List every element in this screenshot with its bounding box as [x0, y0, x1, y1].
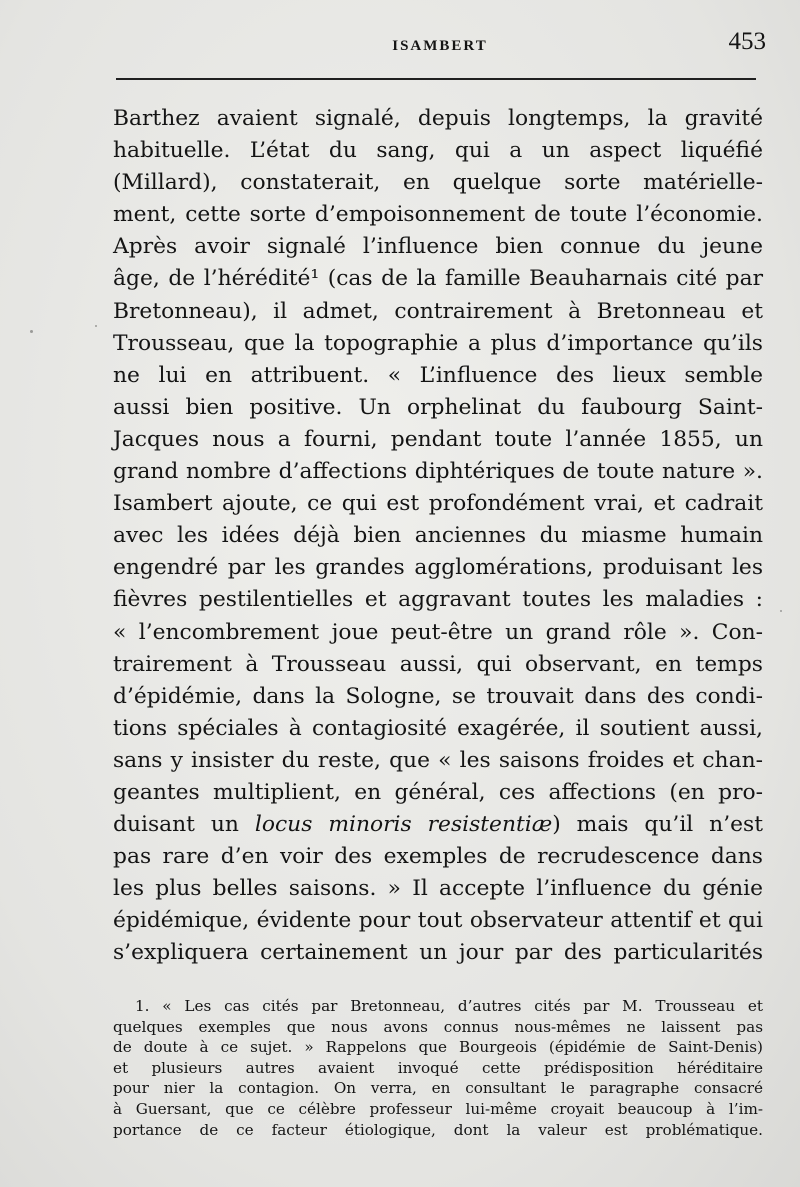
paper-speck [30, 330, 33, 333]
text-line: Jacques nous a fourni, pendant toute l’année 1855, un [113, 426, 763, 452]
text-line: engendré par les grandes agglomérations, produisant les [113, 555, 763, 581]
text-line: grand nombre d’affections diphtériques de toute nature ». [113, 459, 763, 485]
text-line: les plus belles saisons. » Il accepte l’influence du génie [113, 876, 763, 902]
text-line: d’épidémie, dans la Sologne, se trouvait dans des condi- [113, 683, 763, 709]
page-number: 453 [728, 28, 766, 55]
text-line: duisant un locus minoris resistentiæ) mais qu’il n’est [113, 812, 763, 838]
text-line: Après avoir signalé l’influence bien connue du jeune [113, 234, 763, 260]
text-line: « l’encombrement joue peut-être un grand rôle ». Con- [113, 619, 763, 645]
text-line: fièvres pestilentielles et aggravant toutes les maladies : [113, 587, 763, 613]
text-line: habituelle. L’état du sang, qui a un aspect liquéfié [113, 138, 763, 164]
text-line: (Millard), constaterait, en quelque sorte matérielle- [113, 170, 763, 196]
paper-speck [95, 325, 97, 327]
text-line: sans y insister du reste, que « les saisons froides et chan- [113, 747, 763, 773]
text-line: avec les idées déjà bien anciennes du miasme humain [113, 523, 763, 549]
page-header [114, 28, 766, 68]
paper-speck [780, 610, 782, 612]
text-line: trairement à Trousseau aussi, qui observant, en temps [113, 651, 763, 677]
text-line: tions spéciales à contagiosité exagérée, il soutient aussi, [113, 715, 763, 741]
footnote-line: portance de ce facteur étiologique, dont la valeur est problématique. [113, 1120, 763, 1139]
footnote-line: quelques exemples que nous avons connus nous-mêmes ne laissent pas [113, 1017, 763, 1036]
running-head: ISAMBERT [392, 38, 488, 54]
footnote-line: de doute à ce sujet. » Rappelons que Bourgeois (épidémie de Saint-Denis) [113, 1038, 763, 1057]
text-line: Bretonneau), il admet, contrairement à Bretonneau et [113, 298, 763, 324]
footnote-line: et plusieurs autres avaient invoqué cette prédisposition héréditaire [113, 1058, 763, 1077]
text-line: aussi bien positive. Un orphelinat du faubourg Saint- [113, 394, 763, 420]
text-line: ne lui en attribuent. « L’influence des lieux semble [113, 362, 763, 388]
text-line: Trousseau, que la topographie a plus d’importance qu’ils [113, 330, 763, 356]
footnote-line: à Guersant, que ce célèbre professeur lui-même croyait beaucoup à l’im- [113, 1099, 763, 1118]
text-line: Isambert ajoute, ce qui est profondément vrai, et cadrait [113, 491, 763, 517]
text-line: pas rare d’en voir des exemples de recrudescence dans [113, 844, 763, 870]
footnote-line: pour nier la contagion. On verra, en consultant le paragraphe consacré [113, 1079, 763, 1098]
main-text [113, 103, 763, 970]
text-line: ment, cette sorte d’empoisonnement de toute l’économie. [113, 202, 763, 228]
footnote-line: 1. « Les cas cités par Bretonneau, d’autres cités par M. Trousseau et [135, 997, 763, 1015]
text-line: s’expliquera certainement un jour par des particularités [113, 940, 763, 966]
latin-phrase: locus minoris resistentiæ [254, 812, 553, 838]
text-line: Barthez avaient signalé, depuis longtemps, la gravité [113, 106, 763, 131]
text-line: âge, de l’hérédité¹ (cas de la famille Beauharnais cité par [113, 266, 763, 292]
header-rule [116, 78, 756, 80]
text-line: geantes multiplient, en général, ces affections (en pro- [113, 779, 763, 805]
footnote [113, 996, 763, 1140]
text-line: épidémique, évidente pour tout observateur attentif et qui [113, 908, 763, 934]
